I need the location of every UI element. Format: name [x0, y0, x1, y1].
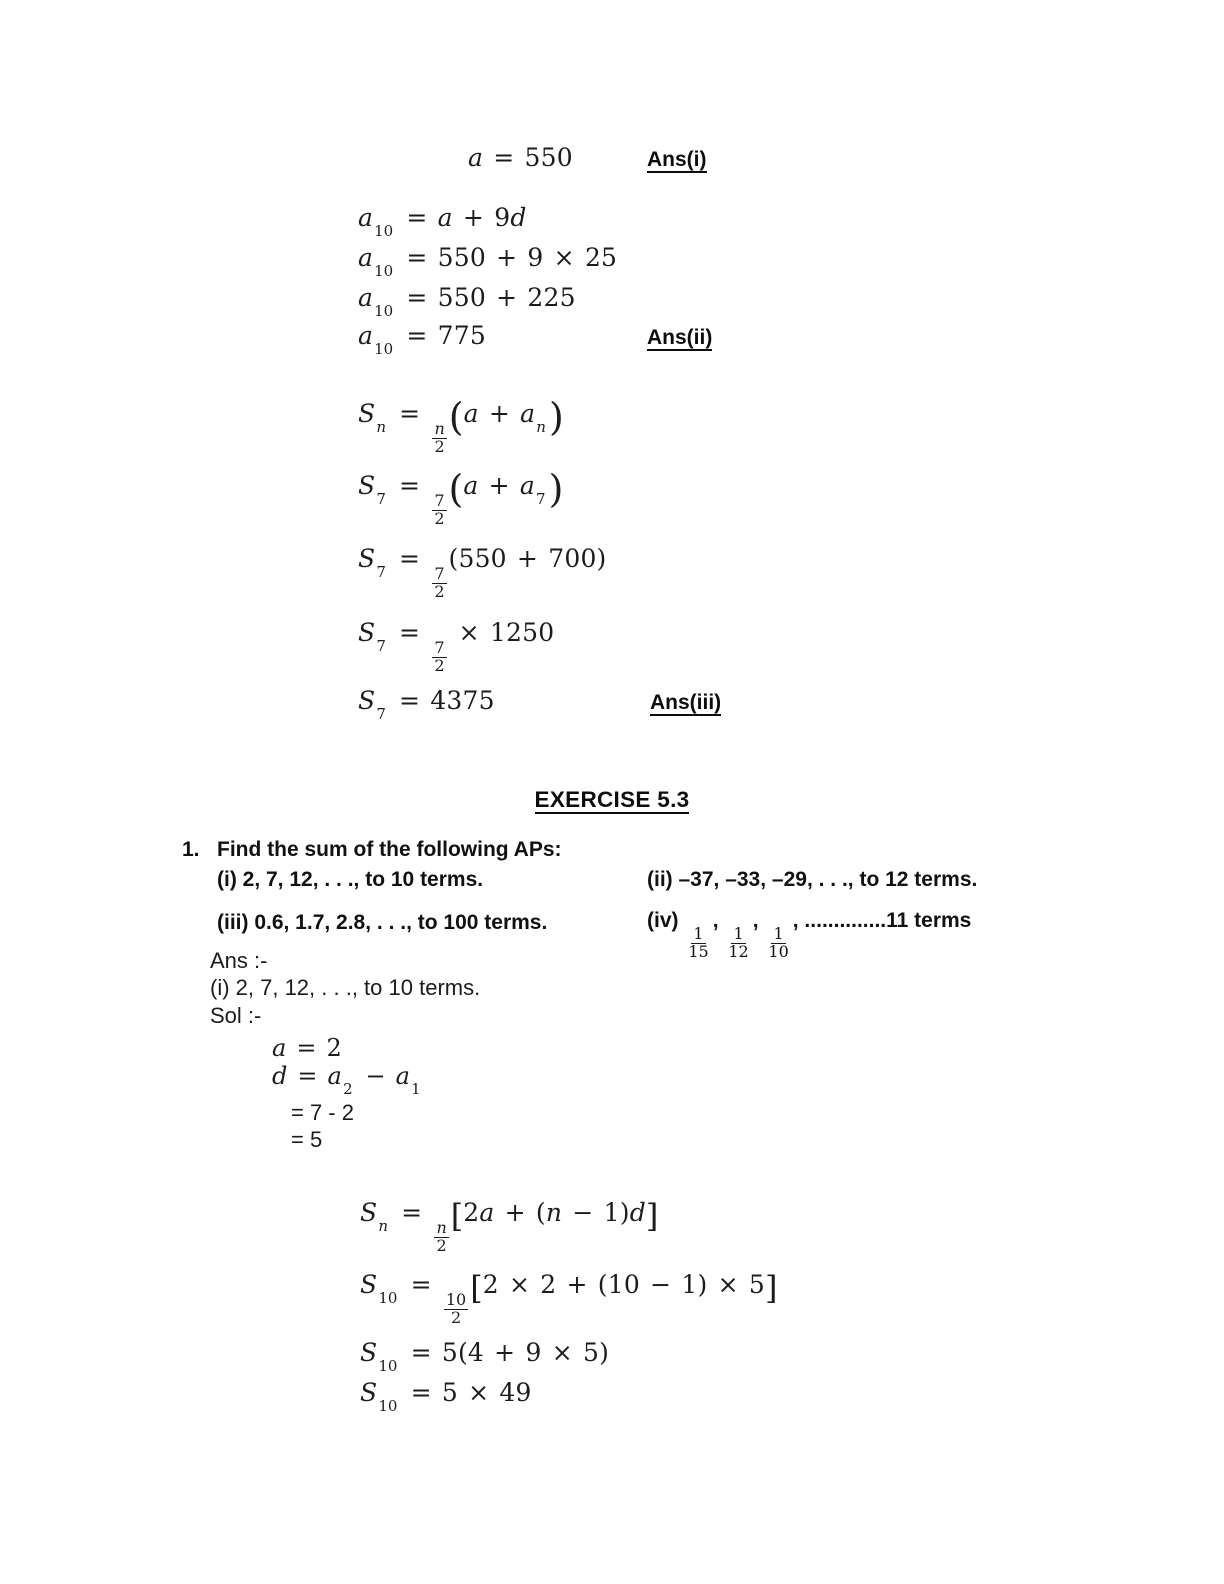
math-token: 7: [376, 637, 386, 655]
equation-d-definition: [272, 1062, 424, 1098]
math-token: =: [389, 399, 431, 428]
math-token: a: [358, 203, 374, 232]
math-token: ): [548, 395, 564, 439]
equation-s10-multiplication: [360, 1378, 532, 1415]
answer-label-ii: [647, 325, 712, 351]
math-token: a: [479, 1198, 495, 1227]
math-token: a: [358, 243, 374, 272]
math-token: = 2: [286, 1034, 342, 1062]
math-token: ): [548, 467, 564, 511]
fraction: $\frac{1}{10}$: [768, 924, 789, 961]
math-token: a: [327, 1062, 343, 1090]
math-token: ]: [765, 1269, 778, 1307]
equation-d-value: = 5: [291, 1127, 323, 1152]
math-token: =: [287, 1062, 328, 1090]
math-token: a: [520, 399, 536, 428]
math-token: a: [437, 203, 453, 232]
question-number: 1.: [182, 838, 200, 861]
math-token: , ..............11 terms: [792, 909, 972, 932]
math-token: a: [358, 321, 374, 350]
math-token: = 550 + 225: [396, 283, 576, 312]
math-token: = 550: [483, 143, 573, 172]
math-token: S: [360, 1198, 378, 1227]
math-token: S: [360, 1338, 378, 1367]
math-token: (: [448, 467, 464, 511]
math-token: 7: [536, 490, 546, 508]
math-token: n: [376, 418, 386, 436]
math-token: 10: [378, 1289, 398, 1307]
fraction: $\frac{1}{12}$: [728, 924, 749, 961]
math-token: 1: [411, 1080, 421, 1098]
equation-a-550: [468, 143, 573, 173]
math-token: n: [545, 1198, 563, 1227]
math-token: −: [355, 1062, 396, 1090]
equation-a10-value: [358, 321, 486, 358]
equation-sn-formula: [358, 395, 564, 456]
math-token: =: [391, 1198, 433, 1227]
math-token: 7: [376, 490, 386, 508]
math-token: a: [468, 143, 484, 172]
equation-a-equals-2: [272, 1034, 342, 1063]
math-token: 10: [374, 222, 394, 240]
math-token: + (: [494, 1198, 546, 1227]
fraction: $\frac{10}{2}$: [445, 1290, 467, 1327]
math-token: a: [272, 1034, 287, 1062]
exercise-heading: [0, 786, 1224, 813]
math-token: n: [378, 1217, 388, 1235]
fraction: $\frac{n}{2}$: [434, 419, 445, 456]
math-token: = 775: [396, 321, 486, 350]
math-token: a: [395, 1062, 411, 1090]
math-token: (: [448, 395, 464, 439]
math-token: S: [358, 544, 376, 573]
math-token: 10: [378, 1357, 398, 1375]
math-token: × 1250: [448, 618, 555, 647]
equation-sn2-formula: [360, 1198, 658, 1255]
question-part-ii: (ii) –37, –33, –29, . . ., to 12 terms.: [647, 868, 978, 891]
fraction: $\frac{1}{15}$: [688, 924, 709, 961]
question-part-iv: [647, 908, 971, 961]
math-token: 7: [376, 563, 386, 581]
math-token: d: [629, 1198, 646, 1227]
math-token: + 9: [452, 203, 511, 232]
sol-label: Sol :-: [210, 1003, 262, 1028]
math-token: = 550 + 9 × 25: [396, 243, 618, 272]
question-part-iii: (iii) 0.6, 1.7, 2.8, . . ., to 100 terms.: [217, 911, 548, 934]
answer-label-i-text: Ans(i): [647, 148, 707, 171]
math-token: (iv): [647, 909, 685, 932]
math-token: ,: [752, 909, 765, 932]
equation-s7-substitution: [358, 544, 607, 601]
fraction: $\frac{7}{2}$: [434, 564, 445, 601]
math-token: = 4375: [388, 686, 495, 715]
math-token: 10: [378, 1397, 398, 1415]
question-prompt: Find the sum of the following APs:: [217, 838, 562, 861]
math-token: S: [358, 471, 376, 500]
restated-part-i: (i) 2, 7, 12, . . ., to 10 terms.: [210, 975, 481, 1000]
equation-a10-sum: [358, 283, 576, 320]
math-token: =: [396, 203, 438, 232]
equation-s7-formula: [358, 467, 564, 528]
math-token: ,: [712, 909, 725, 932]
ans-label: Ans :-: [210, 948, 268, 973]
answer-label-iii: [650, 690, 721, 716]
fraction: $\frac{n}{2}$: [436, 1218, 447, 1255]
math-token: (550 + 700): [448, 544, 607, 573]
math-token: 2 × 2 + (10 − 1) × 5: [482, 1270, 766, 1299]
equation-a10-definition: [358, 203, 527, 240]
fraction: $\frac{7}{2}$: [434, 638, 445, 675]
math-token: ]: [645, 1197, 659, 1235]
math-token: =: [388, 618, 431, 647]
math-token: d: [272, 1062, 288, 1090]
math-token: S: [358, 399, 376, 428]
math-token: S: [360, 1378, 378, 1407]
answer-label-i: [647, 147, 707, 173]
math-token: =: [400, 1270, 442, 1299]
math-token: 10: [374, 302, 394, 320]
equation-d-step: = 7 - 2: [291, 1100, 354, 1125]
fraction: $\frac{7}{2}$: [434, 491, 445, 528]
math-token: =: [388, 544, 431, 573]
math-token: = 5 × 49: [400, 1378, 532, 1407]
question-part-i: (i) 2, 7, 12, . . ., to 10 terms.: [217, 868, 484, 891]
math-token: S: [360, 1270, 378, 1299]
equation-s7-value: [358, 686, 495, 723]
math-token: 7: [376, 705, 386, 723]
math-token: a: [519, 471, 536, 500]
math-token: − 1): [562, 1198, 630, 1227]
math-token: S: [358, 686, 376, 715]
exercise-heading-text: EXERCISE 5.3: [534, 787, 690, 812]
math-token: =: [388, 471, 431, 500]
math-token: 2: [343, 1080, 353, 1098]
math-token: +: [478, 399, 521, 428]
answer-label-iii-text: Ans(iii): [650, 691, 722, 714]
math-token: n: [536, 418, 546, 436]
math-token: S: [358, 618, 376, 647]
math-token: [: [450, 1197, 464, 1235]
math-token: +: [478, 471, 520, 500]
math-token: 2: [463, 1198, 480, 1227]
equation-a10-substitution: [358, 243, 618, 280]
equation-s10-substitution: [360, 1270, 778, 1327]
math-token: 10: [374, 340, 394, 358]
math-token: a: [463, 399, 479, 428]
equation-s7-multiplication: [358, 618, 554, 675]
math-token: a: [463, 471, 479, 500]
answer-label-ii-text: Ans(ii): [647, 326, 713, 349]
equation-s10-simplified: [360, 1338, 610, 1375]
math-token: [: [470, 1269, 483, 1307]
math-token: 10: [374, 262, 394, 280]
math-token: = 5(4 + 9 × 5): [400, 1338, 610, 1367]
math-token: a: [358, 283, 374, 312]
math-token: d: [510, 203, 527, 232]
